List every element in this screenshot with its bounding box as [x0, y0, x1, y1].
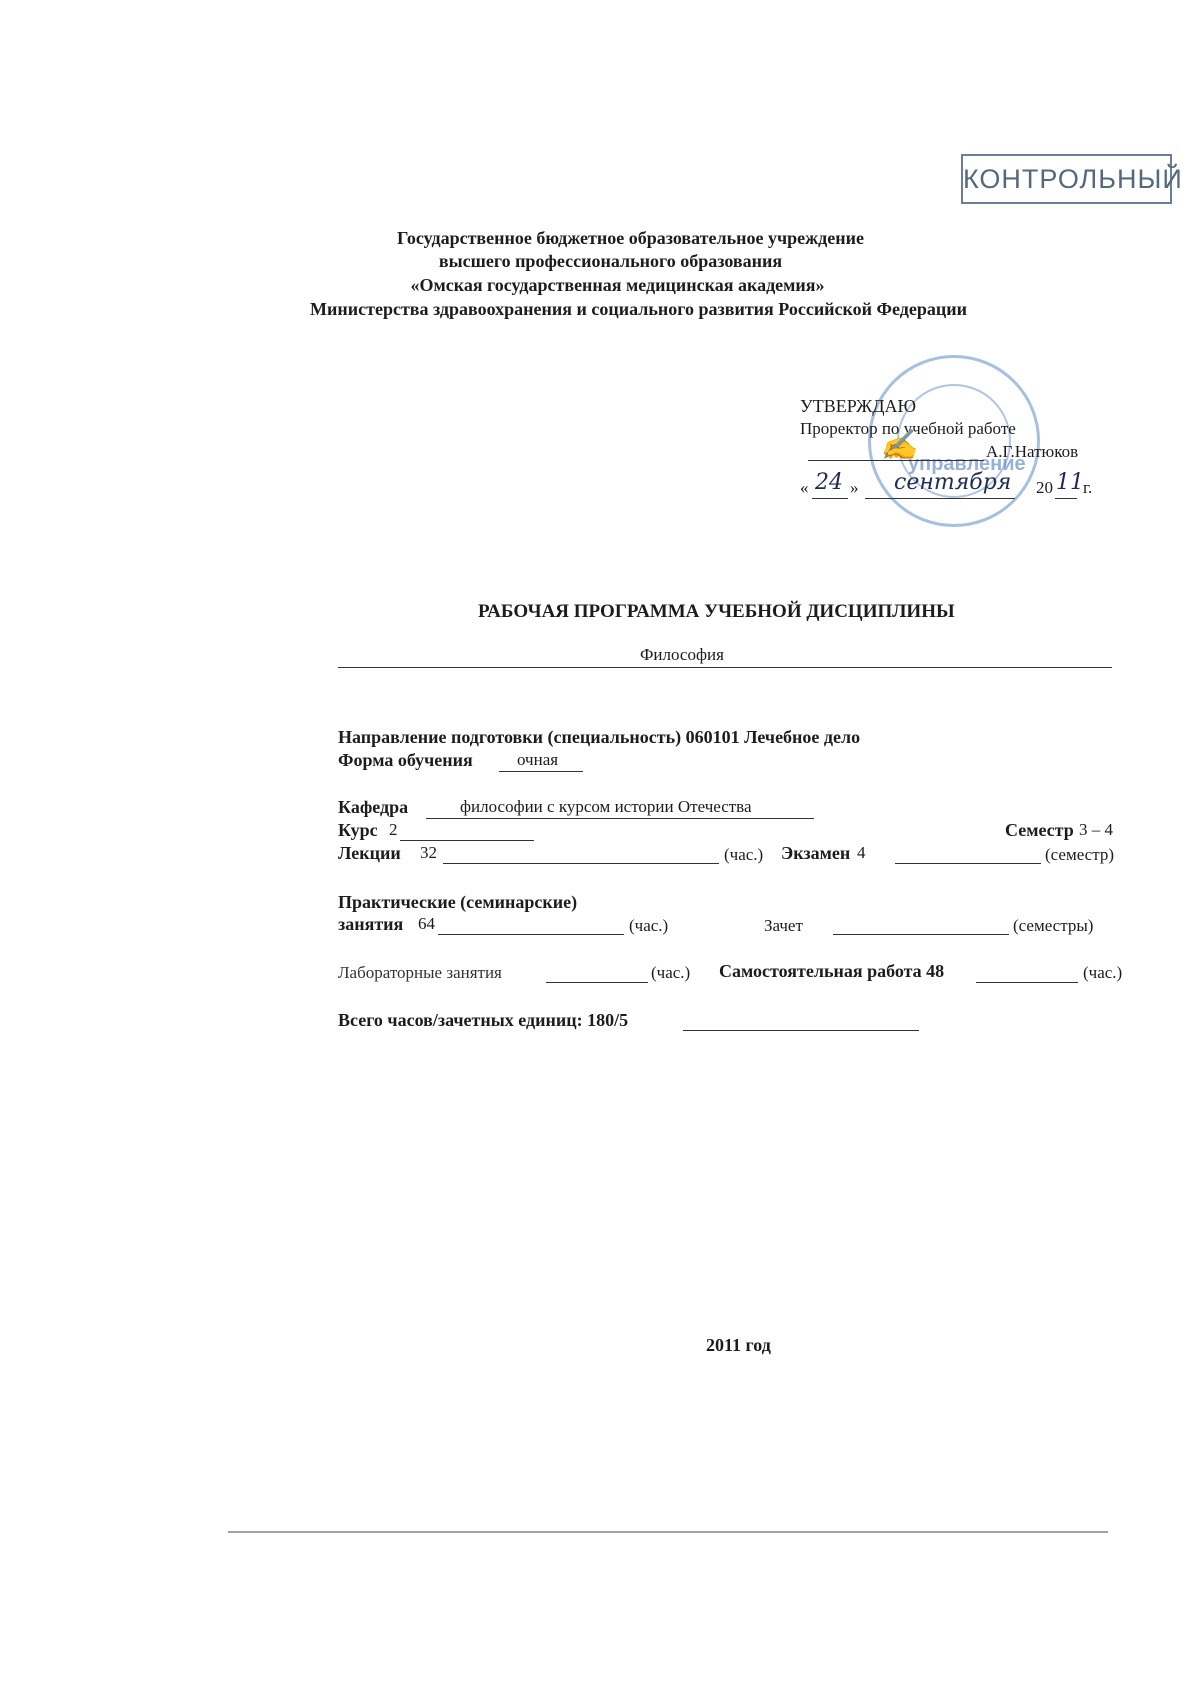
self-unit: (час.) [1083, 963, 1123, 982]
date-month: сентября [894, 470, 1012, 495]
exam-unit: (семестр) [1045, 845, 1115, 864]
form-value: очная [517, 750, 559, 769]
seal-word: управление [908, 453, 1026, 475]
approval-title: УТВЕРЖДАЮ [800, 396, 917, 416]
semester-label: Семестр [1005, 820, 1074, 840]
date-day: 24 [815, 470, 843, 495]
practical-label: Практические (семинарские) [338, 892, 578, 912]
semester-value: 3 – 4 [1079, 820, 1113, 839]
exam-value: 4 [857, 843, 866, 862]
lectures-label: Лекции [338, 843, 401, 863]
date-unit: г. [1083, 478, 1093, 497]
dept-value: философии с курсом истории Отечества [460, 797, 752, 816]
header-line-3: «Омская государственная медицинская академия» [410, 275, 825, 295]
date-year-prefix: 20 [1036, 478, 1053, 497]
self-label: Самостоятельная работа 48 [719, 961, 945, 981]
course-value: 2 [389, 820, 398, 839]
credit-label: Зачет [764, 916, 803, 935]
date-close-quote: » [850, 478, 859, 497]
header-line-1: Государственное бюджетное образовательное учреждение [397, 228, 864, 248]
dept-label: Кафедра [338, 797, 409, 817]
date-open-quote: « [800, 478, 809, 497]
header-line-2: высшего профессионального образования [438, 251, 783, 271]
total-label: Всего часов/зачетных единиц: 180/5 [338, 1010, 629, 1030]
control-stamp: КОНТРОЛЬНЫЙ [961, 154, 1172, 204]
lectures-unit: (час.) [724, 845, 764, 864]
classes-label: занятия [338, 914, 404, 934]
exam-label: Экзамен [781, 843, 851, 863]
credit-unit: (семестры) [1013, 916, 1094, 935]
direction-label: Направление подготовки (специальность) 060101 Лечебное дело [338, 727, 861, 747]
form-label: Форма обучения [338, 750, 473, 770]
date-year-suffix: 11 [1056, 470, 1084, 495]
header-line-4: Министерства здравоохранения и социального развития Российской Федерации [310, 299, 967, 319]
course-label: Курс [338, 820, 378, 840]
lectures-value: 32 [420, 843, 437, 862]
program-title: РАБОЧАЯ ПРОГРАММА УЧЕБНОЙ ДИСЦИПЛИНЫ [478, 601, 955, 622]
classes-unit: (час.) [629, 916, 669, 935]
classes-value: 64 [418, 914, 435, 933]
discipline-name: Философия [640, 645, 724, 664]
approval-name: А.Г.Натюков [986, 442, 1079, 461]
footer-year: 2011 год [706, 1335, 771, 1355]
lab-label: Лабораторные занятия [338, 963, 502, 982]
signature: ✍ [880, 428, 918, 463]
lab-unit: (час.) [651, 963, 691, 982]
approval-position: Проректор по учебной работе [800, 419, 1016, 438]
scan-edge-line [228, 1531, 1108, 1533]
